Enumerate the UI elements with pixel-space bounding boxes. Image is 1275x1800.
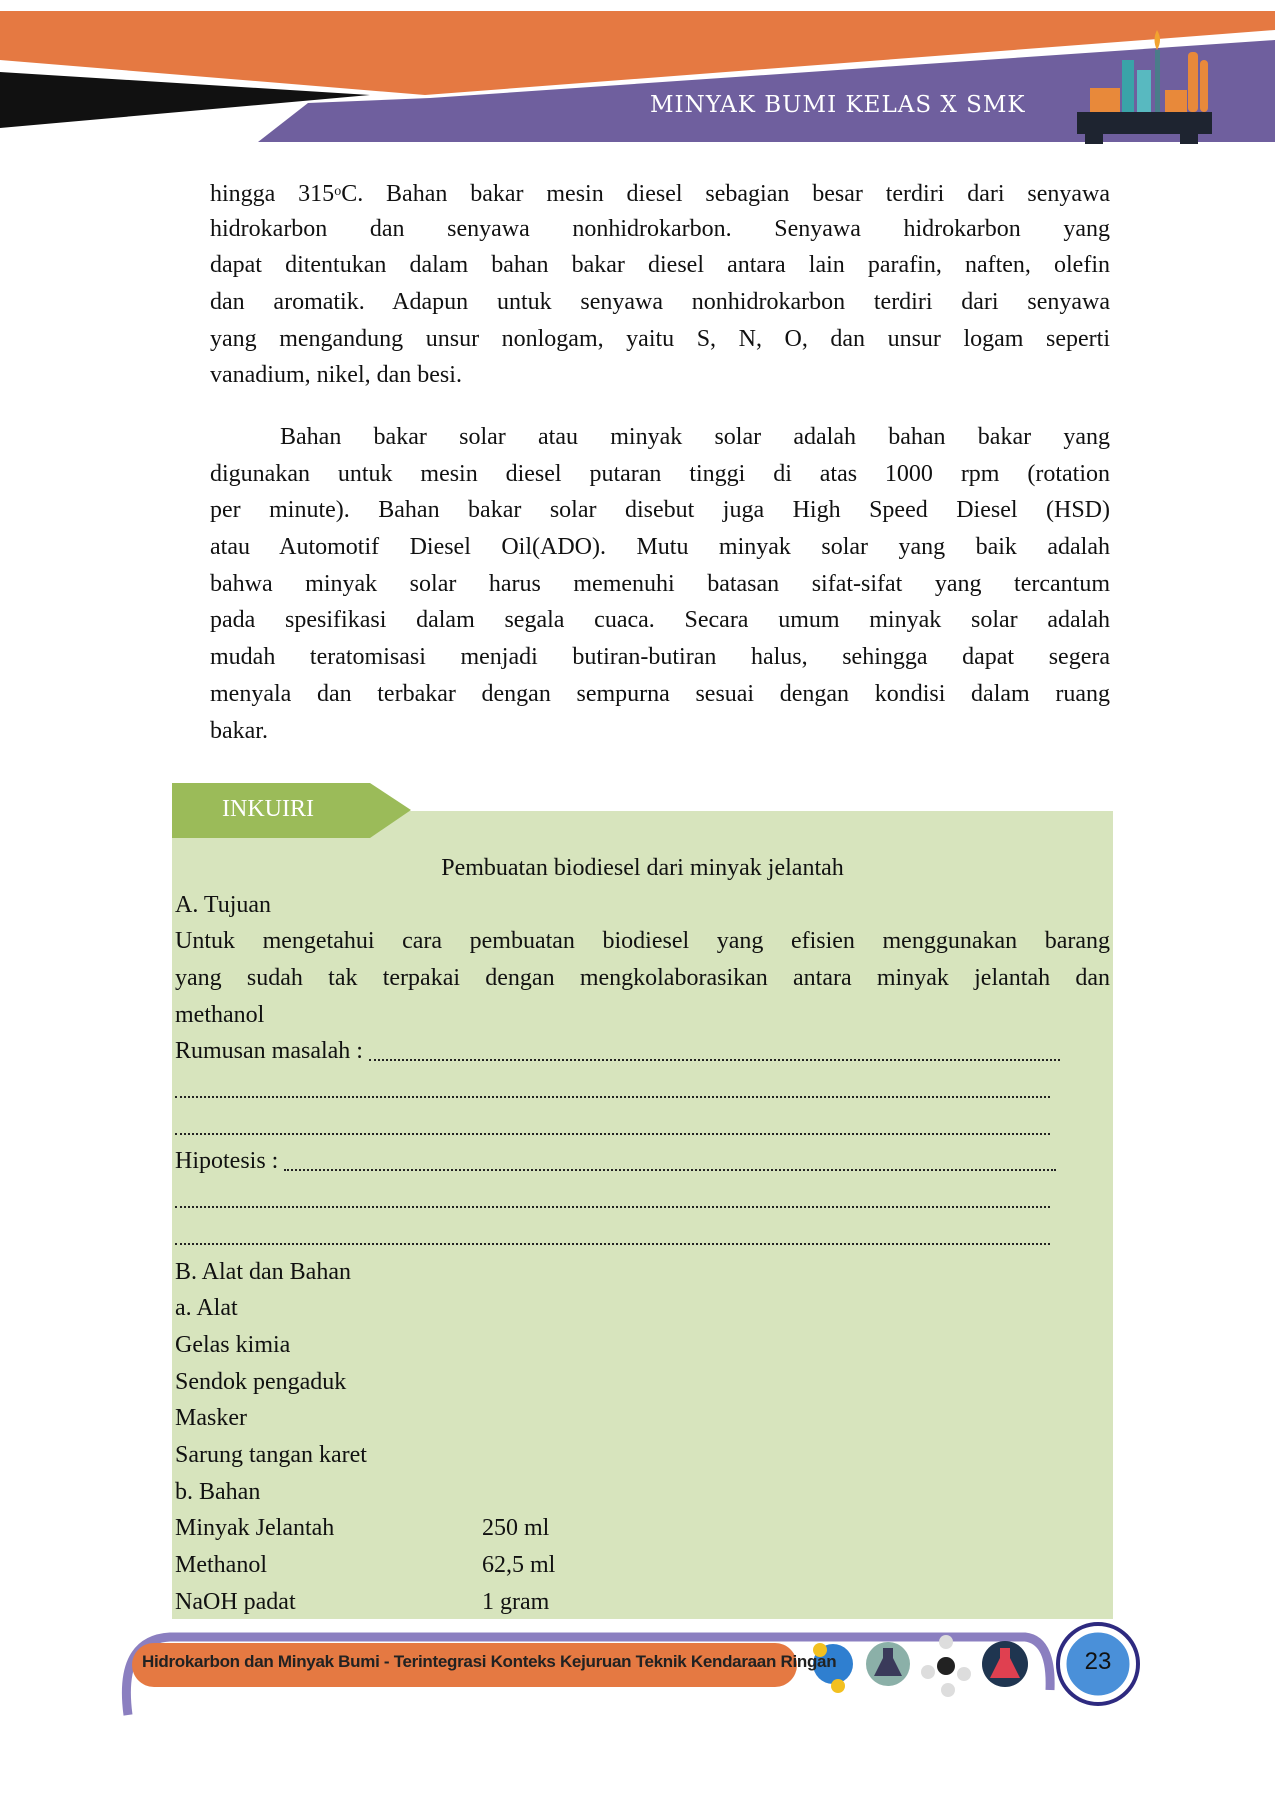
methane-molecule-icon [921, 1635, 971, 1697]
footer-text: Hidrokarbon dan Minyak Bumi - Terintegrasi Konteks Kejuruan Teknik Kendaraan Ringan [142, 1652, 837, 1671]
alat-heading: a. Alat [175, 1295, 238, 1322]
paragraph-1 [210, 174, 1110, 394]
text-line: yang mengandung unsur nonlogam, yaitu S, N, O, dan unsur logam seperti [210, 325, 1110, 352]
bahan-qty: 250 ml [482, 1515, 550, 1542]
bahan-name: NaOH padat [175, 1588, 296, 1615]
hipotesis-field-line[interactable] [175, 1217, 1110, 1254]
flask-icon [866, 1642, 910, 1686]
text-line: bahwa minyak solar harus memenuhi batasan sifat-sifat yang tercantum [210, 570, 1110, 597]
text-line: dapat ditentukan dalam bahan bakar diesel antara lain parafin, naften, olefin [210, 252, 1110, 279]
text-line: dan aromatik. Adapun untuk senyawa nonhidrokarbon terdiri dari senyawa [210, 289, 1110, 316]
page-header [0, 0, 1275, 160]
erlenmeyer-flask-icon [982, 1641, 1028, 1687]
header-title: MINYAK BUMI KELAS X SMK [650, 92, 1026, 118]
page-number: 23 [1084, 1648, 1112, 1675]
blank-line[interactable] [175, 1206, 1050, 1208]
alat-item: Sarung tangan karet [175, 1442, 367, 1468]
hipotesis-field[interactable] [175, 1144, 1110, 1181]
bahan-item [175, 1510, 1110, 1547]
text-line: methanol [175, 1001, 265, 1028]
rumusan-masalah-field-line[interactable] [175, 1070, 1110, 1107]
text-line: menyala dan terbakar dengan sempurna sesuai dengan kondisi dalam ruang [210, 680, 1110, 707]
inkuiri-tab-label: INKUIRI [222, 796, 314, 822]
text-line: per minute). Bahan bakar solar disebut juga High Speed Diesel (HSD) [210, 497, 1110, 524]
hipotesis-field-line[interactable] [175, 1180, 1110, 1217]
text-line: mudah teratomisasi menjadi butiran-butiran halus, sehingga dapat segera [210, 644, 1110, 671]
bahan-name: Methanol [175, 1552, 267, 1579]
bahan-qty: 1 gram [482, 1588, 550, 1615]
text-line: digunakan untuk mesin diesel putaran tinggi di atas 1000 rpm (rotation [210, 460, 1110, 487]
alat-item: Gelas kimia [175, 1331, 291, 1358]
inkuiri-title: Pembuatan biodiesel dari minyak jelantah [441, 855, 844, 881]
text-line: Bahan bakar solar atau minyak solar adalah bahan bakar yang [280, 424, 1110, 450]
text-line: atau Automotif Diesel Oil(ADO). Mutu minyak solar yang baik adalah [210, 534, 1110, 561]
rumusan-masalah-field-line[interactable] [175, 1107, 1110, 1144]
hipotesis-label: Hipotesis : [175, 1148, 279, 1175]
rumusan-masalah-field[interactable] [175, 1033, 1110, 1070]
alat-item: Masker [175, 1405, 247, 1432]
text-line: hidrokarbon dan senyawa nonhidrokarbon. Senyawa hidrokarbon yang [210, 215, 1110, 242]
text-line: yang sudah tak terpakai dengan mengkolaborasikan antara minyak jelantah dan [175, 965, 1110, 992]
text-line: Untuk mengetahui cara pembuatan biodiesel yang efisien menggunakan barang [175, 928, 1110, 955]
bahan-heading: b. Bahan [175, 1478, 261, 1505]
bahan-item [175, 1584, 1110, 1621]
blank-line[interactable] [284, 1169, 1056, 1171]
text-line [210, 174, 1110, 211]
header-banner [0, 0, 1275, 160]
text-line: vanadium, nikel, dan besi. [210, 362, 462, 389]
bahan-item [175, 1547, 1110, 1584]
rumusan-label: Rumusan masalah : [175, 1038, 363, 1065]
paragraph-2 [210, 419, 1110, 749]
blank-line[interactable] [175, 1243, 1050, 1245]
text-fragment: C. Bahan bakar mesin diesel sebagian besar terdiri dari senyawa [341, 181, 1111, 207]
inkuiri-box [172, 811, 1113, 1619]
text-line: bakar. [210, 717, 268, 744]
tujuan-heading: A. Tujuan [175, 891, 272, 918]
blank-line[interactable] [175, 1096, 1050, 1098]
alat-bahan-heading: B. Alat dan Bahan [175, 1258, 351, 1285]
bahan-name: Minyak Jelantah [175, 1515, 335, 1542]
bahan-qty: 62,5 ml [482, 1552, 556, 1579]
blank-line[interactable] [369, 1059, 1060, 1061]
alat-item: Sendok pengaduk [175, 1368, 347, 1395]
blank-line[interactable] [175, 1133, 1050, 1135]
text-fragment: hingga 315 [210, 181, 335, 207]
text-line: pada spesifikasi dalam segala cuaca. Secara umum minyak solar adalah [210, 607, 1110, 634]
degree-superscript: o [334, 184, 342, 199]
